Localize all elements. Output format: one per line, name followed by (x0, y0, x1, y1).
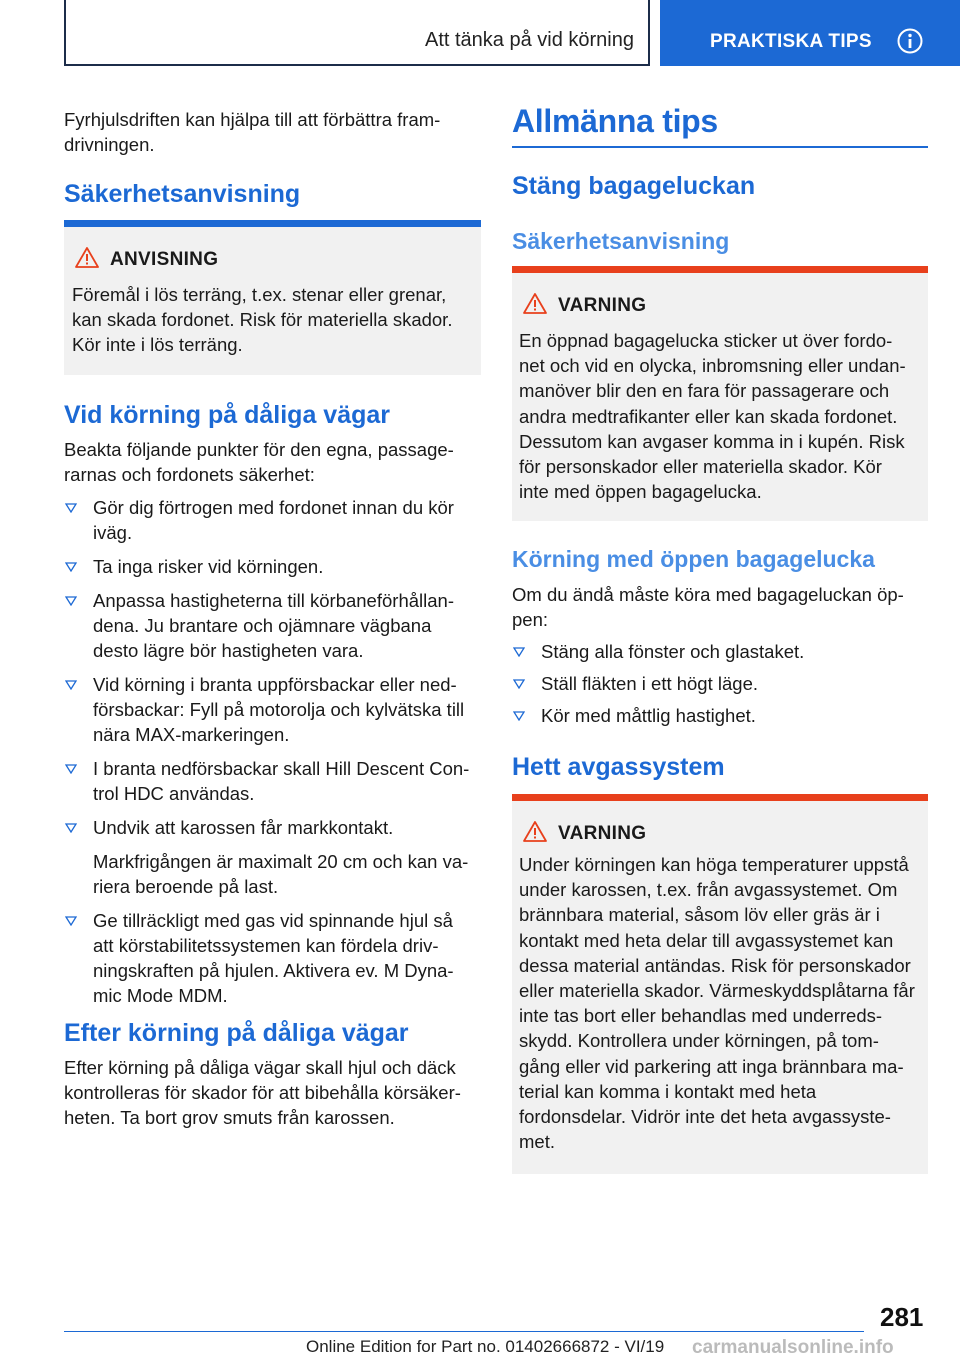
bad-roads-heading: Vid körning på dåliga vägar (64, 401, 391, 429)
bullet-triangle-icon (65, 823, 77, 833)
exhaust-heading: Hett avgassystem (512, 753, 725, 781)
list-item: I branta nedförsbackar skall Hill Descent Con- trol HDC användas. (64, 756, 481, 806)
bullet-triangle-icon (513, 711, 525, 721)
after-heading: Efter körning på dåliga vägar (64, 1019, 409, 1047)
list-item: Kör med måttlig hastighet. (512, 703, 928, 728)
list-item: Vid körning i branta uppförsbackar eller ned- försbackar: Fyll på motorolja och kylvätska till nära MAX-markeringen. (64, 672, 481, 747)
list-item: Gör dig förtrogen med fordonet innan du kör iväg. (64, 495, 481, 545)
bullet-triangle-icon (65, 680, 77, 690)
safety-subheading: Säkerhetsanvisning (512, 228, 730, 254)
list-item: Ta inga risker vid körningen. (64, 554, 481, 579)
close-heading: Stäng bagageluckan (512, 172, 756, 200)
bullet-triangle-icon (65, 562, 77, 572)
notice-text: Föremål i lös terräng, t.ex. stenar eller grenar, kan skada fordonet. Risk för materiella skador. Kör inte i lös terräng. (72, 284, 453, 356)
bullet-triangle-icon (513, 647, 525, 657)
list-item: Ge tillräckligt med gas vid spinnande hjul så att körstabilitetssystemen kan fördela driv- ningskraften på hjulen. Aktivera ev. M Dyna- mic Mode MDM. (64, 908, 481, 1008)
section-tab[interactable] (660, 0, 960, 66)
warning-triangle-icon (522, 820, 548, 843)
chapter-title: Att tänka på vid körning (424, 29, 634, 51)
list-item: Stäng alla fönster och glastaket. (512, 639, 928, 664)
bullet-triangle-icon (65, 916, 77, 926)
warning-text: Under körningen kan höga temperaturer uppstå under karossen, t.ex. från avgassystemet. Om brännbara material, såsom löv eller gräs är i kontakt med heta delar till avgassystemet kan dessa material antändas. Risk för personskador eller materiella skador. Värmeskyddsplåtarna får inte tas bort eller behandlas med underreds- skydd. Kontrollera under körningen, på tom- gång eller vid parkering att inga brännbara ma- terial kan komma i kontakt med heta fordonsdelar. Vidrör inte det heta avgassyste- met. (519, 854, 915, 1153)
list-item-note: Markfrigången är maximalt 20 cm och kan va- riera beroende på last. (93, 851, 469, 897)
warning-title: VARNING (558, 295, 647, 316)
main-heading: Allmänna tips (512, 103, 718, 139)
open-list (512, 639, 928, 728)
warning-triangle-icon (74, 246, 100, 269)
after-text: Efter körning på dåliga vägar skall hjul och däck kontrolleras för skador för att bibehålla körsäker- heten. Ta bort grov smuts från karossen. (64, 1057, 461, 1128)
open-intro: Om du ändå måste köra med bagageluckan öp- pen: (512, 584, 904, 630)
page-number: 281 (880, 1302, 924, 1332)
warning-triangle-icon (522, 292, 548, 315)
notice-bar (64, 220, 481, 227)
warning-box-1 (512, 266, 928, 521)
list-item: Anpassa hastigheterna till körbaneförhållan- dena. Ju brantare och ojämnare vägbana desto lägre bör hastigheten vara. (64, 588, 481, 663)
open-heading: Körning med öppen bagagelucka (512, 546, 875, 572)
header-chapter-box (64, 0, 650, 66)
list-item: Undvik att karossen får markkontakt. (64, 815, 481, 840)
footer-rule (64, 1331, 864, 1332)
warning-box-2 (512, 794, 928, 1174)
notice-box (64, 220, 481, 375)
warning-text: En öppnad bagagelucka sticker ut över fordo- net och vid en olycka, inbromsning eller undan- manöver blir den en fara för passagerare och andra medtrafikanter eller kan skada fordonet. Dessutom kan avgaser komma in i kupén. Risk för personskador eller materiella skador. Kör inte med öppen bagagelucka. (519, 330, 906, 503)
warning-title: VARNING (558, 823, 647, 844)
bullet-triangle-icon (65, 503, 77, 513)
warning-bar (512, 794, 928, 801)
bad-roads-intro: Beakta följande punkter för den egna, passage- rarnas och fordonets säkerhet: (64, 439, 454, 485)
intro-paragraph: Fyrhjulsdriften kan hjälpa till att förbättra fram- drivningen. (64, 109, 441, 155)
watermark: carmanualsonline.info (692, 1337, 894, 1358)
safety-heading: Säkerhetsanvisning (64, 180, 301, 208)
warning-bar (512, 266, 928, 273)
bullet-triangle-icon (65, 596, 77, 606)
bad-roads-list (64, 495, 481, 1008)
section-tab-label: PRAKTISKA TIPS (710, 31, 872, 52)
bullet-triangle-icon (513, 679, 525, 689)
bullet-triangle-icon (65, 764, 77, 774)
footer-edition: Online Edition for Part no. 01402666872 - VI/19 (306, 1337, 665, 1356)
info-circle-icon (897, 28, 923, 54)
main-heading-rule (512, 146, 928, 148)
list-item: Ställ fläkten i ett högt läge. (512, 671, 928, 696)
notice-title: ANVISNING (110, 249, 219, 270)
